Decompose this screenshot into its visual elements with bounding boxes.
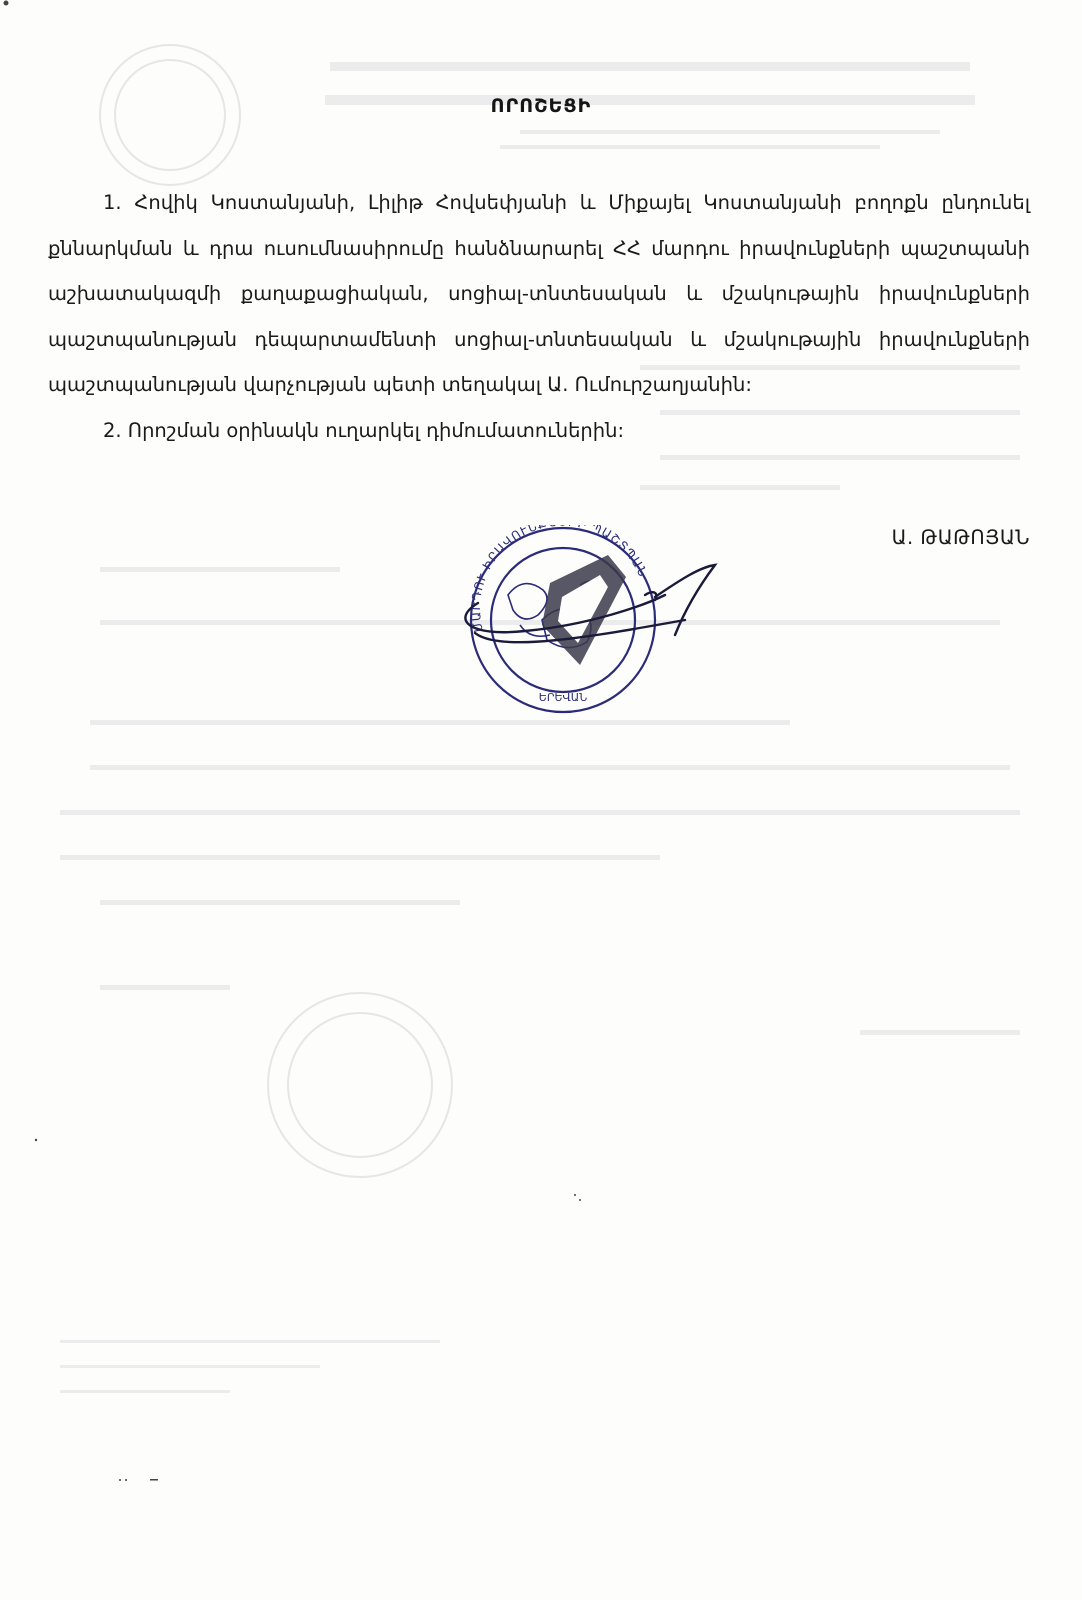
document-body — [48, 180, 1030, 453]
signer-name: Ա. ԹԱԹՈՅԱՆ — [891, 526, 1030, 549]
paragraph-2: 2. Որոշման օրինակն ուղարկել դիմումատուներին: — [103, 418, 625, 442]
svg-text:ԵՐԵՎԱՆ: ԵՐԵՎԱՆ — [538, 691, 588, 704]
official-seal — [430, 525, 730, 725]
document-heading: ՈՐՈՇԵՑԻ — [490, 95, 592, 117]
paragraph-1: 1. Հովիկ Կոստանյանի, Լիլիթ Հովսեփյանի և Միքայել Կոստանյանի բողոքն ընդունել քննարկման և դրա ուսումնասիրումը հանձնարարել ՀՀ մարդու իրավունքների պաշտպանի աշխատակազմի քաղաքացիական, սոցիալ-տնտեսական և մշակութային իրավունքների պաշտպանության դեպարտամենտի սոցիալ-տնտեսական և մշակութային իրավունքների պաշտպանության վարչության պետի տեղակալ Ա. Ումուրշաղյանին: — [48, 191, 1030, 396]
seal-graphic — [430, 525, 730, 725]
svg-text:ՄԱՐԴՈՒ ԻՐԱՎՈՒՆՔՆԵՐԻ ՊԱՇՏՊԱՆ: ՄԱՐԴՈՒ ԻՐԱՎՈՒՆ ՊԱՇՏՊԱՆ — [468, 525, 651, 634]
